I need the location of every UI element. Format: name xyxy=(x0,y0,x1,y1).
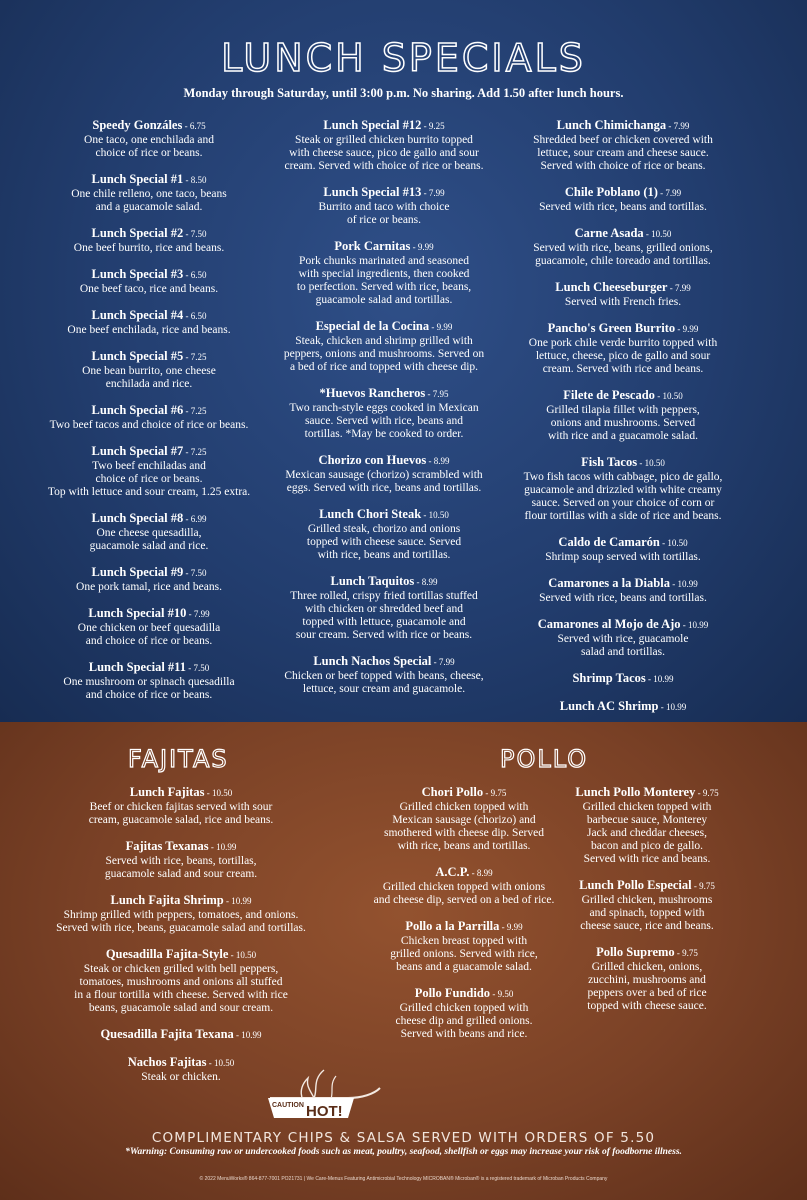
menu-item-description: Mexican sausage (chorizo) scrambled with xyxy=(285,469,483,481)
menu-item-description: Mexican sausage (chorizo) and xyxy=(392,814,536,826)
menu-item-description: with rice and a guacamole salad. xyxy=(547,430,699,442)
menu-item-name: Filete de Pescado - 10.50 xyxy=(563,388,683,402)
menu-item-name: Lunch Special #6 - 7.25 xyxy=(91,403,207,417)
menu-item-name: Lunch Special #13 - 7.99 xyxy=(323,185,445,199)
menu-item-description: topped with cheese sauce. Served xyxy=(306,536,462,548)
lunch-column-1 xyxy=(28,118,270,714)
menu-item-name: Carne Asada - 10.50 xyxy=(574,226,672,240)
menu-item-price: - 10.50 xyxy=(637,458,665,468)
menu-item-description: Top with lettuce and sour cream, 1.25 extra. xyxy=(47,486,251,498)
menu-item-description: Pork chunks marinated and seasoned xyxy=(299,255,469,267)
menu-item-description: Steak or grilled chicken burrito topped xyxy=(295,134,473,146)
menu-item-description: lettuce, sour cream and guacamole. xyxy=(302,683,466,695)
menu-item-description: Beef or chicken fajitas served with sour xyxy=(89,801,273,813)
menu-title: LUNCH SPECIALS xyxy=(221,36,586,80)
menu-item xyxy=(268,654,500,696)
menu-item-description: bacon and pico de gallo. xyxy=(590,840,704,852)
menu-item-name: Pollo Supremo - 9.75 xyxy=(596,945,698,959)
menu-item-price: - 8.99 xyxy=(426,456,450,466)
menu-item-description: Served with rice and beans. xyxy=(583,853,711,865)
menu-item-price: - 7.25 xyxy=(183,447,207,457)
menu-item xyxy=(360,865,568,907)
menu-item xyxy=(28,511,270,553)
menu-item-price: - 9.75 xyxy=(674,948,698,958)
menu-item-description: and choice of rice or beans. xyxy=(85,635,213,647)
menu-item-price: - 7.25 xyxy=(183,406,207,416)
menu-item-name: Camarones a la Diabla - 10.99 xyxy=(548,576,698,590)
menu-item-description: Served with choice of rice or beans. xyxy=(540,160,706,172)
pollo-column-2 xyxy=(565,785,729,1025)
menu-item-name: Lunch Fajita Shrimp - 10.99 xyxy=(110,893,252,907)
menu-item-description: topped with lettuce, guacamole and xyxy=(302,616,466,628)
menu-item-description: salad and tortillas. xyxy=(581,646,665,658)
menu-item-price: - 9.75 xyxy=(691,881,715,891)
menu-item xyxy=(36,893,326,935)
menu-item-description: Grilled chicken, onions, xyxy=(591,961,703,973)
menu-item xyxy=(505,671,741,687)
menu-item xyxy=(268,239,500,307)
menu-item-description: in a flour tortilla with cheese. Served with rice xyxy=(74,989,288,1001)
menu-item-description: Grilled tilapia fillet with peppers, xyxy=(546,404,700,416)
menu-item-name: Lunch Pollo Especial - 9.75 xyxy=(579,878,715,892)
menu-item-description: Served with rice, guacamole xyxy=(557,633,689,645)
menu-item xyxy=(28,349,270,391)
menu-item-description: eggs. Served with rice, beans and tortillas. xyxy=(286,482,482,494)
menu-item-name: *Huevos Rancheros - 7.95 xyxy=(319,386,449,400)
menu-item-price: - 9.99 xyxy=(429,322,453,332)
menu-item xyxy=(28,118,270,160)
menu-item-description: Served with beans and rice. xyxy=(400,1028,528,1040)
menu-subtitle: Monday through Saturday, until 3:00 p.m. No sharing. Add 1.50 after lunch hours. xyxy=(183,86,624,100)
menu-item-description: Three rolled, crispy fried tortillas stuffed xyxy=(290,590,478,602)
menu-item-price: - 9.75 xyxy=(483,788,507,798)
menu-item-name: Lunch Special #4 - 6.50 xyxy=(91,308,207,322)
menu-item-description: choice of rice or beans. xyxy=(95,147,203,159)
menu-item-price: - 9.50 xyxy=(490,989,514,999)
menu-item-description: One chile relleno, one taco, beans xyxy=(71,188,227,200)
menu-item-description: Grilled chicken topped with xyxy=(399,1002,529,1014)
menu-item-price: - 10.99 xyxy=(223,896,252,906)
menu-item xyxy=(28,660,270,702)
menu-item-name: Lunch Special #11 - 7.50 xyxy=(88,660,210,674)
menu-item-name: Lunch Chimichanga - 7.99 xyxy=(556,118,690,132)
menu-item xyxy=(360,919,568,974)
menu-item-description: lettuce, cheese, pico de gallo and sour xyxy=(535,350,711,362)
menu-item xyxy=(505,617,741,659)
menu-item-name: Lunch AC Shrimp - 10.99 xyxy=(559,699,687,713)
menu-item-name: Chori Pollo - 9.75 xyxy=(421,785,507,799)
menu-item-price: - 9.99 xyxy=(675,324,699,334)
menu-item-price: - 10.99 xyxy=(658,702,687,712)
menu-item xyxy=(268,185,500,227)
menu-item xyxy=(505,455,741,523)
menu-item-description: enchilada and rice. xyxy=(105,378,193,390)
menu-item-description: One pork chile verde burrito topped with xyxy=(528,337,718,349)
menu-item-description: Grilled chicken topped with xyxy=(582,801,712,813)
menu-item-price: - 7.50 xyxy=(186,663,210,673)
complimentary-chips-notice: COMPLIMENTARY CHIPS & SALSA SERVED WITH ORDERS OF 5.50 xyxy=(151,1130,656,1146)
menu-item-name: Lunch Nachos Special - 7.99 xyxy=(313,654,455,668)
menu-item-description: with rice, beans and tortillas. xyxy=(317,549,451,561)
menu-item-description: with special ingredients, then cooked xyxy=(298,268,470,280)
menu-item-description: guacamole, chile toreado and tortillas. xyxy=(535,255,711,267)
menu-item-description: Shrimp grilled with peppers, tomatoes, and onions. xyxy=(63,909,299,921)
menu-item xyxy=(28,565,270,594)
menu-item xyxy=(505,226,741,268)
menu-item xyxy=(505,280,741,309)
menu-item-name: Lunch Special #3 - 6.50 xyxy=(91,267,207,281)
menu-item-name: Lunch Chori Steak - 10.50 xyxy=(319,507,449,521)
menu-item-price: - 10.50 xyxy=(659,538,688,548)
menu-item xyxy=(505,388,741,443)
menu-item-price: - 9.99 xyxy=(499,922,523,932)
menu-item-description: Served with rice, beans, grilled onions, xyxy=(533,242,713,254)
fajitas-title: FAJITAS xyxy=(128,745,229,773)
menu-item-description: Grilled chicken, mushrooms xyxy=(581,894,713,906)
menu-item-name: Pollo a la Parrilla - 9.99 xyxy=(405,919,523,933)
pollo-title: POLLO xyxy=(500,745,589,773)
menu-item-name: Lunch Fajitas - 10.50 xyxy=(129,785,233,799)
menu-item-description: beans, guacamole salad and sour cream. xyxy=(88,1002,274,1014)
food-warning: *Warning: Consuming raw or undercooked foods such as meat, poultry, seafood, shellfish or eggs may increase your risk of foodborne illness. xyxy=(125,1147,682,1157)
menu-item-description: and spinach, topped with xyxy=(589,907,705,919)
menu-item-price: - 10.50 xyxy=(654,391,683,401)
menu-item xyxy=(505,576,741,605)
menu-item-description: Jack and cheddar cheeses, xyxy=(586,827,708,839)
menu-item-description: flour tortillas with a side of rice and beans. xyxy=(524,510,722,522)
lunch-column-3 xyxy=(505,118,741,727)
menu-item-price: - 10.50 xyxy=(643,229,672,239)
menu-item-name: Fajitas Texanas - 10.99 xyxy=(125,839,237,853)
menu-item-name: Lunch Special #12 - 9.25 xyxy=(323,118,445,132)
menu-item-description: Burrito and taco with choice xyxy=(318,201,450,213)
menu-item-description: guacamole salad and tortillas. xyxy=(315,294,453,306)
menu-item-name: Lunch Special #5 - 7.25 xyxy=(91,349,207,363)
menu-item-description: guacamole salad and rice. xyxy=(89,540,209,552)
menu-item-description: with rice, beans and tortillas. xyxy=(397,840,531,852)
menu-item-description: peppers, onions and mushrooms. Served on xyxy=(283,348,485,360)
menu-item xyxy=(268,453,500,495)
menu-item xyxy=(565,785,729,866)
menu-item-description: Two beef enchiladas and xyxy=(92,460,206,472)
menu-item-description: Two beef tacos and choice of rice or beans. xyxy=(49,419,249,431)
menu-item xyxy=(505,699,741,715)
menu-item xyxy=(268,386,500,441)
menu-item xyxy=(28,308,270,337)
menu-item xyxy=(36,839,326,881)
menu-item-description: topped with cheese sauce. xyxy=(587,1000,707,1012)
hot-text: HOT! xyxy=(306,1103,343,1120)
menu-item-description: guacamole and drizzled with white creamy xyxy=(524,484,722,496)
menu-item-price: - 7.50 xyxy=(183,229,207,239)
menu-item-description: Grilled chicken topped with xyxy=(399,801,529,813)
menu-item-price: - 9.75 xyxy=(695,788,719,798)
fajitas-column xyxy=(36,785,326,1096)
menu-item-price: - 7.99 xyxy=(667,283,691,293)
menu-item-name: Speedy Gonzáles - 6.75 xyxy=(92,118,206,132)
menu-item-description: One mushroom or spinach quesadilla xyxy=(63,676,235,688)
menu-item-price: - 10.50 xyxy=(421,510,449,520)
menu-item-price: - 6.50 xyxy=(183,270,207,280)
menu-item-description: One taco, one enchilada and xyxy=(84,134,214,146)
menu-item xyxy=(268,574,500,642)
menu-item-price: - 7.99 xyxy=(666,121,690,131)
menu-item-name: Caldo de Camarón - 10.50 xyxy=(558,535,688,549)
menu-item-description: Shredded beef or chicken covered with xyxy=(533,134,713,146)
menu-item-description: with chicken or shredded beef and xyxy=(304,603,464,615)
menu-item-description: cheese sauce, rice and beans. xyxy=(580,920,714,932)
menu-item xyxy=(28,172,270,214)
menu-item xyxy=(28,226,270,255)
menu-item xyxy=(28,267,270,296)
menu-item-name: Especial de la Cocina - 9.99 xyxy=(315,319,453,333)
menu-item-price: - 7.99 xyxy=(421,188,445,198)
menu-item-description: grilled onions. Served with rice, xyxy=(390,948,538,960)
menu-item-description: Served with rice, beans, tortillas, xyxy=(105,855,257,867)
menu-item xyxy=(36,785,326,827)
menu-item-description: One beef taco, rice and beans. xyxy=(79,283,219,295)
menu-item-description: beans and a guacamole salad. xyxy=(396,961,532,973)
menu-item-name: Quesadilla Fajita Texana - 10.99 xyxy=(100,1027,262,1041)
menu-item-name: Nachos Fajitas - 10.50 xyxy=(127,1055,235,1069)
menu-item-description: Grilled steak, chorizo and onions xyxy=(307,523,461,535)
menu-item-name: Lunch Special #7 - 7.25 xyxy=(91,444,207,458)
menu-item-description: tortillas. *May be cooked to order. xyxy=(304,428,464,440)
menu-item-description: guacamole salad and sour cream. xyxy=(104,868,258,880)
menu-item-name: A.C.P. - 8.99 xyxy=(435,865,493,879)
menu-item-description: Steak or chicken. xyxy=(141,1071,221,1083)
menu-item xyxy=(360,986,568,1041)
menu-item-description: and choice of rice or beans. xyxy=(85,689,213,701)
menu-item-description: to perfection. Served with rice, beans, xyxy=(296,281,472,293)
menu-item-description: with cheese sauce, pico de gallo and sour xyxy=(289,147,479,159)
menu-item-name: Lunch Taquitos - 8.99 xyxy=(330,574,438,588)
menu-item-price: - 7.99 xyxy=(186,609,210,619)
menu-item xyxy=(268,319,500,374)
menu-item xyxy=(505,185,741,214)
menu-item-price: - 10.50 xyxy=(204,788,233,798)
menu-item xyxy=(28,403,270,432)
fine-print: © 2022 MenuWorks® 864-877-7001 PO21731 | We Care-Menus Featuring Antimicrobial Technology MICROBAN® Microban® is a registered trademark of Microban Products Company xyxy=(199,1176,608,1182)
menu-item-description: Served with French fries. xyxy=(564,296,682,308)
menu-item-description: One pork tamal, rice and beans. xyxy=(76,581,222,593)
menu-item xyxy=(505,321,741,376)
menu-item-name: Lunch Cheeseburger - 7.99 xyxy=(555,280,691,294)
menu-item xyxy=(505,535,741,564)
menu-item-price: - 10.99 xyxy=(669,579,698,589)
menu-item-name: Chile Poblano (1) - 7.99 xyxy=(564,185,682,199)
menu-item-price: - 10.99 xyxy=(645,674,674,684)
menu-item-description: of rice or beans. xyxy=(346,214,422,226)
lunch-column-2 xyxy=(268,118,500,708)
menu-item-description: cheese dip and grilled onions. xyxy=(395,1015,533,1027)
menu-item-name: Quesadilla Fajita-Style - 10.50 xyxy=(105,947,257,961)
menu-item-price: - 9.25 xyxy=(421,121,445,131)
menu-item-name: Pork Carnitas - 9.99 xyxy=(334,239,434,253)
menu-item-description: Chicken breast topped with xyxy=(400,935,528,947)
menu-item-description: cream. Served with choice of rice or beans. xyxy=(284,160,484,172)
menu-item-name: Lunch Special #2 - 7.50 xyxy=(91,226,207,240)
menu-item-price: - 10.99 xyxy=(208,842,237,852)
menu-item-description: Served with rice, beans, guacamole salad and tortillas. xyxy=(56,922,306,934)
menu-item-name: Lunch Special #8 - 6.99 xyxy=(91,511,207,525)
menu-item-name: Shrimp Tacos - 10.99 xyxy=(572,671,674,685)
menu-item-price: - 10.99 xyxy=(233,1030,262,1040)
menu-item-description: sauce. Served on your choice of corn or xyxy=(531,497,715,509)
menu-item xyxy=(36,1027,326,1043)
menu-item-price: - 7.99 xyxy=(657,188,682,198)
menu-item-description: and a guacamole salad. xyxy=(95,201,203,213)
menu-item-name: Lunch Special #10 - 7.99 xyxy=(88,606,210,620)
menu-item-description: Grilled chicken topped with onions xyxy=(382,881,546,893)
menu-item-description: One bean burrito, one cheese xyxy=(82,365,216,377)
menu-item-description: peppers over a bed of rice xyxy=(587,987,707,999)
menu-item-price: - 8.50 xyxy=(183,175,207,185)
menu-item-description: Steak or chicken grilled with bell peppers, xyxy=(83,963,279,975)
menu-item-price: - 7.50 xyxy=(183,568,207,578)
menu-item-description: cream. Served with rice and beans. xyxy=(542,363,704,375)
menu-item-description: One cheese quesadilla, xyxy=(96,527,202,539)
menu-item-name: Chorizo con Huevos - 8.99 xyxy=(318,453,450,467)
menu-item xyxy=(360,785,568,853)
menu-item-description: cream, guacamole salad, rice and beans. xyxy=(88,814,274,826)
menu-item-price: - 10.99 xyxy=(680,620,709,630)
menu-item-description: and cheese dip, served on a bed of rice. xyxy=(373,894,555,906)
menu-item-name: Pollo Fundido - 9.50 xyxy=(414,986,514,1000)
caution-text: CAUTION xyxy=(272,1102,304,1109)
menu-item-description: Steak, chicken and shrimp grilled with xyxy=(295,335,473,347)
menu-item-description: Served with rice, beans and tortillas. xyxy=(539,592,707,604)
menu-item-description: zucchini, mushrooms and xyxy=(588,974,706,986)
menu-item-description: sauce. Served with rice, beans and xyxy=(304,415,464,427)
menu-item-price: - 7.99 xyxy=(431,657,455,667)
menu-item-description: Shrimp soup served with tortillas. xyxy=(545,551,701,563)
menu-item-name: Camarones al Mojo de Ajo - 10.99 xyxy=(537,617,709,631)
menu-item xyxy=(565,878,729,933)
menu-item xyxy=(268,507,500,562)
menu-item-description: Chicken or beef topped with beans, cheese, xyxy=(284,670,484,682)
menu-item xyxy=(505,118,741,173)
menu-item-description: One beef enchilada, rice and beans. xyxy=(67,324,231,336)
menu-item-description: One beef burrito, rice and beans. xyxy=(73,242,225,254)
menu-item-price: - 9.99 xyxy=(410,242,434,252)
menu-item-price: - 6.75 xyxy=(182,121,206,131)
menu-item xyxy=(28,444,270,499)
menu-item-name: Lunch Special #9 - 7.50 xyxy=(91,565,207,579)
menu-item-name: Pancho's Green Burrito - 9.99 xyxy=(547,321,699,335)
menu-item-price: - 8.99 xyxy=(469,868,493,878)
menu-item xyxy=(268,118,500,173)
menu-item-description: Served with rice, beans and tortillas. xyxy=(539,201,707,213)
menu-item-description: tomatoes, mushrooms and onions all stuffed xyxy=(79,976,283,988)
menu-item-price: - 8.99 xyxy=(414,577,438,587)
caution-hot-icon xyxy=(262,1068,382,1120)
menu-item-name: Fish Tacos - 10.50 xyxy=(581,455,665,469)
menu-item-description: Two fish tacos with cabbage, pico de gallo, xyxy=(523,471,723,483)
menu-item-description: One chicken or beef quesadilla xyxy=(77,622,221,634)
menu-item-description: barbecue sauce, Monterey xyxy=(586,814,708,826)
menu-item-description: onions and mushrooms. Served xyxy=(550,417,696,429)
menu-item-price: - 6.99 xyxy=(183,514,207,524)
menu-item-description: smothered with cheese dip. Served xyxy=(384,827,544,839)
menu-item-description: choice of rice or beans. xyxy=(95,473,203,485)
menu-item-price: - 7.25 xyxy=(183,352,207,362)
menu-item-description: a bed of rice and topped with cheese dip. xyxy=(289,361,479,373)
menu-item-price: - 10.50 xyxy=(228,950,257,960)
menu-item xyxy=(28,606,270,648)
menu-item-price: - 7.95 xyxy=(425,389,449,399)
menu-item-description: sour cream. Served with rice or beans. xyxy=(295,629,473,641)
menu-item xyxy=(565,945,729,1013)
menu-item-name: Lunch Special #1 - 8.50 xyxy=(91,172,207,186)
menu-item-name: Lunch Pollo Monterey - 9.75 xyxy=(575,785,719,799)
menu-item xyxy=(36,947,326,1015)
menu-item-description: lettuce, sour cream and cheese sauce. xyxy=(537,147,709,159)
menu-item-price: - 10.50 xyxy=(206,1058,235,1068)
menu-item-description: Two ranch-style eggs cooked in Mexican xyxy=(289,402,479,414)
menu-item-price: - 6.50 xyxy=(183,311,207,321)
pollo-column-1 xyxy=(360,785,568,1053)
